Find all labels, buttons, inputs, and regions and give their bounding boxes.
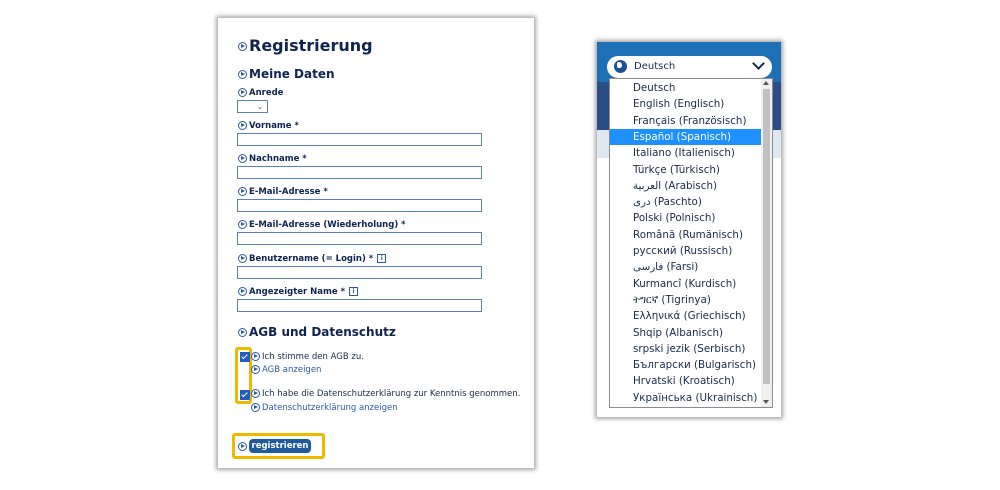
language-option[interactable]: Ελληνικά (Griechisch) (633, 310, 746, 323)
section-heading-terms: AGB und Datenschutz (238, 325, 396, 339)
language-option[interactable]: دری (Paschto) (633, 196, 702, 209)
language-option[interactable]: فارسی (Farsi) (633, 261, 699, 274)
lastname-label: Nachname * (238, 154, 307, 164)
arrow-bullet-icon (238, 42, 247, 51)
agb-consent-text: Ich stimme den AGB zu. (251, 352, 364, 362)
salutation-label: Anrede (238, 88, 283, 98)
arrow-bullet-icon (238, 442, 247, 451)
arrow-bullet-icon (238, 287, 247, 296)
language-option[interactable]: English (Englisch) (633, 98, 725, 111)
firstname-input[interactable] (237, 133, 482, 146)
scroll-up-arrow-icon[interactable] (763, 81, 769, 85)
language-select[interactable] (607, 56, 772, 78)
language-option[interactable]: Română (Rumänisch) (633, 228, 743, 241)
arrow-bullet-icon (238, 154, 247, 163)
language-option[interactable]: Kurmancî (Kurdisch) (633, 277, 737, 290)
registration-panel (218, 18, 534, 468)
email-repeat-label: E-Mail-Adresse (Wiederholung) * (238, 220, 406, 230)
display-name-input[interactable] (237, 299, 482, 312)
display-name-label: Angezeigter Name * i (238, 287, 358, 297)
arrow-bullet-icon (238, 88, 247, 97)
arrow-bullet-icon (238, 70, 247, 79)
language-option[interactable]: Hrvatski (Kroatisch) (633, 375, 735, 388)
language-option[interactable]: Deutsch (633, 82, 676, 94)
show-privacy-link[interactable]: Datenschutzerklärung anzeigen (251, 403, 398, 413)
language-current: Deutsch (634, 61, 676, 72)
language-option[interactable]: Български (Bulgarisch) (633, 359, 756, 372)
scrollbar-thumb[interactable] (763, 89, 770, 384)
language-options-list[interactable] (609, 78, 773, 408)
language-option[interactable]: Italiano (Italienisch) (633, 147, 735, 160)
language-option[interactable]: ትግርኛ (Tigrinya) (633, 293, 711, 306)
email-label: E-Mail-Adresse * (238, 187, 328, 197)
chevron-down-icon: ⌄ (257, 103, 263, 111)
language-option[interactable]: русский (Russisch) (633, 245, 733, 257)
email-input[interactable] (237, 199, 482, 212)
language-panel (597, 42, 781, 417)
agb-checkbox[interactable] (240, 352, 250, 362)
arrow-bullet-icon (251, 389, 260, 398)
language-option[interactable]: srpski jezik (Serbisch) (633, 342, 746, 355)
privacy-checkbox[interactable] (240, 390, 250, 400)
language-option[interactable]: Shqip (Albanisch) (633, 326, 723, 339)
show-agb-link[interactable]: AGB anzeigen (251, 365, 321, 375)
language-option[interactable]: Français (Französisch) (633, 114, 747, 127)
info-icon[interactable]: i (349, 287, 358, 296)
arrow-bullet-icon (238, 187, 247, 196)
language-option[interactable]: العربية (Arabisch) (633, 179, 717, 192)
register-button[interactable]: registrieren (249, 439, 311, 453)
info-icon[interactable]: i (377, 254, 386, 263)
section-heading-personal: Meine Daten (238, 67, 335, 81)
language-option[interactable]: Türkçe (Türkisch) (633, 163, 720, 176)
username-input[interactable] (237, 266, 482, 279)
arrow-bullet-icon (238, 254, 247, 263)
globe-icon (614, 60, 627, 73)
page-title: Registrierung (238, 36, 373, 55)
language-option[interactable]: Українська (Ukrainisch) (633, 391, 758, 404)
username-label: Benutzername (= Login) * i (238, 254, 386, 264)
scroll-down-arrow-icon[interactable] (763, 400, 769, 404)
chevron-down-icon (752, 57, 765, 70)
arrow-bullet-icon (238, 220, 247, 229)
privacy-consent-text: Ich habe die Datenschutzerklärung zur Kenntnis genommen. (251, 389, 520, 399)
arrow-bullet-icon (238, 328, 247, 337)
salutation-select[interactable] (237, 100, 268, 113)
language-option[interactable]: Español (Spanisch) (610, 129, 762, 145)
arrow-bullet-icon (238, 121, 247, 130)
arrow-bullet-icon (251, 352, 260, 361)
firstname-label: Vorname * (238, 121, 299, 131)
arrow-bullet-icon (251, 403, 260, 412)
lastname-input[interactable] (237, 166, 482, 179)
email-repeat-input[interactable] (237, 232, 482, 245)
language-option[interactable]: Polski (Polnisch) (633, 212, 716, 225)
scrollbar[interactable] (761, 79, 772, 407)
arrow-bullet-icon (251, 365, 260, 374)
